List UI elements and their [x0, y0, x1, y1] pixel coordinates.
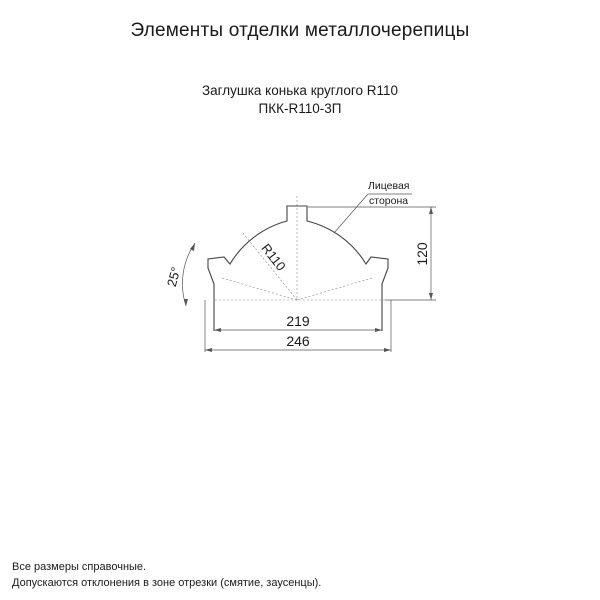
arrowhead — [429, 293, 433, 300]
diagonal-dashed-right — [297, 278, 372, 300]
arrowhead — [375, 328, 382, 332]
arrowhead — [214, 328, 221, 332]
arrowhead — [384, 348, 391, 352]
note-line: Допускаются отклонения в зоне отрезки (смятие, заусенцы). — [12, 577, 322, 589]
product-name: Заглушка конька круглого R110 — [201, 83, 399, 98]
angle-arc — [182, 243, 195, 306]
note-line: Все размеры справочные. — [12, 561, 147, 573]
inner-width-label: 219 — [286, 313, 310, 329]
arrowhead — [429, 207, 433, 214]
outer-width-label: 246 — [286, 333, 310, 349]
radius-label: R110 — [258, 240, 289, 274]
product-code: ПКК-R110-3П — [258, 101, 342, 116]
page-title: Элементы отделки металлочерепицы — [130, 20, 470, 41]
angle-label: 25° — [163, 265, 184, 289]
arrowhead — [205, 348, 212, 352]
face-side-label-line1: Лицевая — [368, 180, 410, 192]
notes — [12, 559, 321, 591]
face-side-label-line2: сторона — [369, 195, 409, 207]
diagonal-dashed-left — [222, 278, 297, 300]
height-label: 120 — [414, 242, 430, 266]
